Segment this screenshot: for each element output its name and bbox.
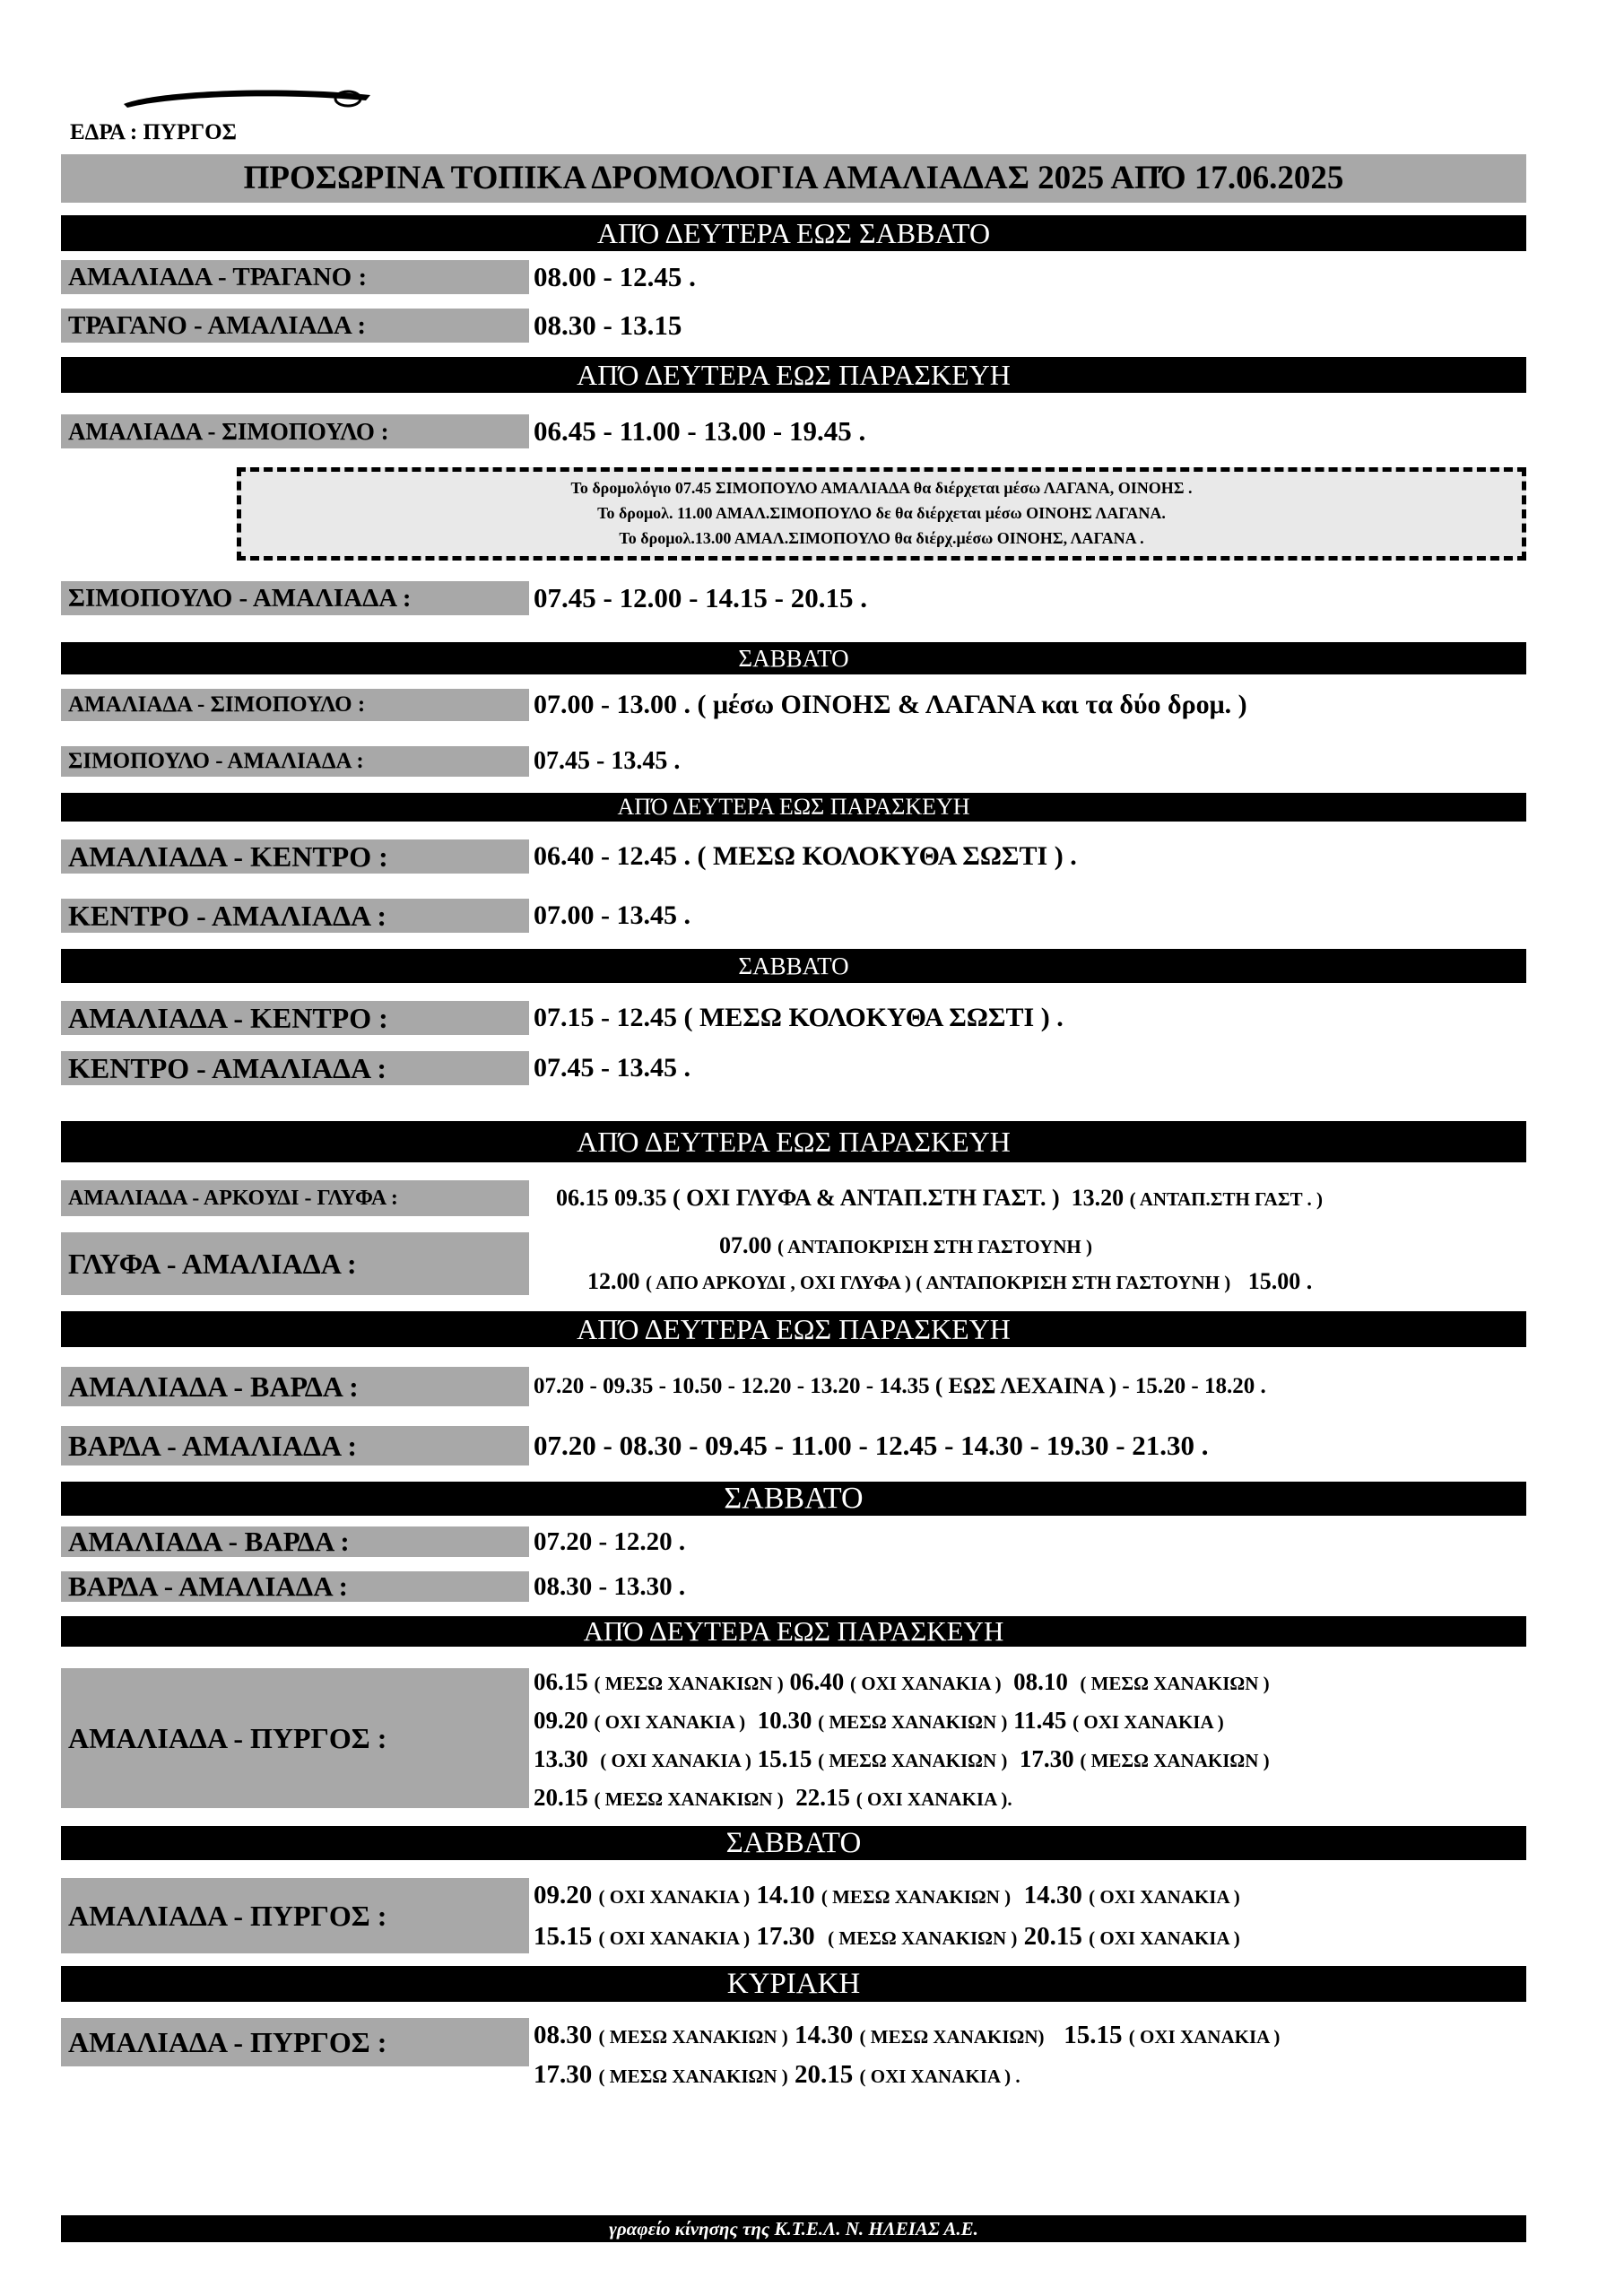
route-times: 08.30 - 13.15 — [534, 309, 682, 341]
times-text: 08.10 — [1013, 1668, 1068, 1695]
times-text: 15.15 — [1064, 2021, 1123, 2049]
times-line — [534, 1876, 1240, 1916]
section-header: ΑΠΌ ΔΕΥΤΕΡΑ ΕΩΣ ΠΑΡΑΣΚΕΥΗ — [61, 1616, 1526, 1647]
times-line — [534, 1918, 1240, 1957]
route-label: ΑΜΑΛΙΑΔΑ - ΒΑΡΔΑ : — [61, 1526, 529, 1557]
route-label: ΑΜΑΛΙΑΔΑ - ΒΑΡΔΑ : — [61, 1367, 529, 1406]
times-note: ( ΟΧΙ ΧΑΝΑΚΙΑ ) — [1089, 1886, 1240, 1908]
route-times: 07.00 - 13.00 . ( μέσω ΟΙΝΟΗΣ & ΛΑΓΑΝΑ και τα δύο δρομ. ) — [534, 690, 1247, 719]
section-header: ΑΠΌ ΔΕΥΤΕΡΑ ΕΩΣ ΠΑΡΑΣΚΕΥΗ — [61, 793, 1526, 822]
times-text: 14.10 — [756, 1881, 815, 1909]
times-line — [534, 2056, 1020, 2095]
section-header: ΣΑΒΒΑΤΟ — [61, 1826, 1526, 1860]
times-note: ( ΜΕΣΩ ΧΑΝΑΚΙΩΝ) — [859, 2026, 1045, 2048]
route-label: ΑΜΑΛΙΑΔΑ - ΣΙΜΟΠΟΥΛΟ : — [61, 689, 529, 721]
section-header: ΣΑΒΒΑΤΟ — [61, 642, 1526, 674]
times-text: 13.20 — [1071, 1185, 1125, 1211]
times-note: ( ΜΕΣΩ ΧΑΝΑΚΙΩΝ ) — [598, 2026, 788, 2048]
times-note: ( ΟΧΙ ΧΑΝΑΚΙΑ ) — [598, 1886, 751, 1908]
times-note: ( ΜΕΣΩ ΧΑΝΑΚΙΩΝ ) — [1080, 1673, 1270, 1694]
route-times: 08.00 - 12.45 . — [534, 261, 696, 292]
times-text: 10.30 — [757, 1707, 812, 1734]
times-note: ( ΟΧΙ ΧΑΝΑΚΙΑ ) — [594, 1711, 746, 1733]
times-line — [534, 2016, 1280, 2056]
times-note: ( ΟΧΙ ΧΑΝΑΚΙΑ ) — [598, 1927, 751, 1949]
times-text: 15.15 — [757, 1745, 812, 1772]
times-text: 15.15 — [534, 1922, 593, 1951]
times-text: 08.30 — [534, 2021, 593, 2049]
times-note: ( ΟΧΙ ΧΑΝΑΚΙΑ ). — [855, 1788, 1012, 1810]
times-text: 13.30 — [534, 1745, 588, 1772]
route-notes-box — [237, 467, 1526, 561]
times-note: ( ΜΕΣΩ ΧΑΝΑΚΙΩΝ ) — [594, 1673, 784, 1694]
route-label: ΤΡΑΓΑΝΟ - ΑΜΑΛΙΑΔΑ : — [61, 309, 529, 343]
times-note: ( ΜΕΣΩ ΧΑΝΑΚΙΩΝ ) — [818, 1711, 1008, 1733]
times-text: 20.15 — [1023, 1922, 1082, 1951]
times-note: ( ΜΕΣΩ ΧΑΝΑΚΙΩΝ ) — [828, 1927, 1018, 1949]
route-label: ΑΜΑΛΙΑΔΑ - ΠΥΡΓΟΣ : — [61, 2018, 529, 2066]
times-text: 11.45 — [1013, 1707, 1067, 1734]
route-times: 07.15 - 12.45 ( ΜΕΣΩ ΚΟΛΟΚΥΘΑ ΣΩΣΤΙ ) . — [534, 1003, 1064, 1032]
times-text: 06.15 — [534, 1668, 588, 1695]
route-label: ΣΙΜΟΠΟΥΛΟ - ΑΜΑΛΙΑΔΑ : — [61, 581, 529, 615]
route-times: 07.00 - 13.45 . — [534, 900, 690, 930]
route-times: 07.45 - 13.45 . — [534, 1053, 690, 1083]
route-times: 07.20 - 09.35 - 10.50 - 12.20 - 13.20 - 14.35 ( ΕΩΣ ΛΕΧΑΙΝΑ ) - 15.20 - 18.20 . — [534, 1374, 1266, 1398]
company-logo — [106, 83, 375, 113]
logo-graphic — [106, 83, 375, 113]
times-note: ( ΟΧΙ ΧΑΝΑΚΙΑ ) — [1089, 1927, 1240, 1949]
times-line — [534, 1741, 1270, 1779]
times-text: 06.15 09.35 ( ΟΧΙ ΓΛΥΦΑ & ΑΝΤΑΠ.ΣΤΗ ΓΑΣΤ. ) — [556, 1185, 1060, 1211]
route-label: ΣΙΜΟΠΟΥΛΟ - ΑΜΑΛΙΑΔΑ : — [61, 746, 529, 777]
section-header: ΑΠΌ ΔΕΥΤΕΡΑ ΕΩΣ ΠΑΡΑΣΚΕΥΗ — [61, 1121, 1526, 1162]
times-text: 15.00 . — [1247, 1268, 1313, 1294]
times-line — [534, 1779, 1012, 1817]
section-header: ΑΠΌ ΔΕΥΤΕΡΑ ΕΩΣ ΣΑΒΒΑΤΟ — [61, 215, 1526, 251]
route-label: ΑΜΑΛΙΑΔΑ - ΤΡΑΓΑΝΟ : — [61, 260, 529, 294]
section-header: ΚΥΡΙΑΚΗ — [61, 1966, 1526, 2002]
times-note: ( ΜΕΣΩ ΧΑΝΑΚΙΩΝ ) — [818, 1750, 1008, 1771]
times-text: 06.40 — [789, 1668, 845, 1695]
route-label: ΓΛΥΦΑ - ΑΜΑΛΙΑΔΑ : — [61, 1232, 529, 1295]
times-note: ( ΟΧΙ ΧΑΝΑΚΙΑ ) — [1073, 1711, 1224, 1733]
route-label: ΚΕΝΤΡΟ - ΑΜΑΛΙΑΔΑ : — [61, 899, 529, 933]
route-label: ΚΕΝΤΡΟ - ΑΜΑΛΙΑΔΑ : — [61, 1051, 529, 1085]
note-line: Το δρομολ.13.00 ΑΜΑΛ.ΣΙΜΟΠΟΥΛΟ θα διέρχ.μέσω ΟΙΝΟΗΣ, ΛΑΓΑΝΑ . — [619, 529, 1144, 547]
times-note: ( ΟΧΙ ΧΑΝΑΚΙΑ ) . — [859, 2066, 1020, 2087]
times-text: 09.20 — [534, 1881, 593, 1909]
route-times: 07.45 - 13.45 . — [534, 747, 681, 775]
times-text: 07.00 — [718, 1232, 772, 1258]
route-label: ΑΜΑΛΙΑΔΑ - ΑΡΚΟΥΔΙ - ΓΛΥΦΑ : — [61, 1180, 529, 1216]
note-line: Το δρομολ. 11.00 ΑΜΑΛ.ΣΙΜΟΠΟΥΛΟ δε θα διέρχεται μέσω ΟΙΝΟΗΣ ΛΑΓΑΝΑ. — [597, 504, 1166, 522]
section-header: ΣΑΒΒΑΤΟ — [61, 1482, 1526, 1516]
times-text: 22.15 — [795, 1784, 851, 1811]
section-header: ΣΑΒΒΑΤΟ — [61, 949, 1526, 983]
route-times: 06.45 - 11.00 - 13.00 - 19.45 . — [534, 415, 866, 447]
times-text: 17.30 — [756, 1922, 815, 1951]
route-times-line — [538, 1231, 1273, 1262]
route-label: ΑΜΑΛΙΑΔΑ - ΚΕΝΤΡΟ : — [61, 1001, 529, 1035]
route-label: ΑΜΑΛΙΑΔΑ - ΠΥΡΓΟΣ : — [61, 1668, 529, 1808]
times-note: ( ΟΧΙ ΧΑΝΑΚΙΑ ) — [1128, 2026, 1281, 2048]
section-header: ΑΠΌ ΔΕΥΤΕΡΑ ΕΩΣ ΠΑΡΑΣΚΕΥΗ — [61, 357, 1526, 393]
times-text: 17.30 — [1019, 1745, 1074, 1772]
route-times — [556, 1180, 1323, 1217]
route-times: 06.40 - 12.45 . ( ΜΕΣΩ ΚΟΛΟΚΥΘΑ ΣΩΣΤΙ ) . — [534, 841, 1077, 871]
route-times: 07.20 - 12.20 . — [534, 1527, 686, 1556]
times-note: ( ΜΕΣΩ ΧΑΝΑΚΙΩΝ ) — [1080, 1750, 1270, 1771]
times-text: 17.30 — [534, 2060, 593, 2089]
note-line: Το δρομολόγιο 07.45 ΣΙΜΟΠΟΥΛΟ ΑΜΑΛΙΑΔΑ θα διέρχεται μέσω ΛΑΓΑΝΑ, ΟΙΝΟΗΣ . — [570, 479, 1193, 497]
times-note: ( ΜΕΣΩ ΧΑΝΑΚΙΩΝ ) — [598, 2066, 788, 2087]
page-title: ΠΡΟΣΩΡΙΝΑ ΤΟΠΙΚΑ ΔΡΟΜΟΛΟΓΙΑ ΑΜΑΛΙΑΔΑΣ 2025 ΑΠΌ 17.06.2025 — [61, 154, 1526, 203]
times-note: ( ΜΕΣΩ ΧΑΝΑΚΙΩΝ ) — [821, 1886, 1012, 1908]
times-text: 20.15 — [795, 2060, 854, 2089]
times-text: 14.30 — [795, 2021, 854, 2049]
times-note: ( ΜΕΣΩ ΧΑΝΑΚΙΩΝ ) — [594, 1788, 784, 1810]
times-note: ( ΑΠΟ ΑΡΚΟΥΔΙ , ΟΧΙ ΓΛΥΦΑ ) ( ΑΝΤΑΠΟΚΡΙΣΗ ΣΤΗ ΓΑΣΤΟΥΝΗ ) — [646, 1272, 1231, 1293]
times-note: ( ΟΧΙ ΧΑΝΑΚΙΑ ) — [850, 1673, 1002, 1694]
footer-bar: γραφείο κίνησης της Κ.Τ.Ε.Λ. Ν. ΗΛΕΙΑΣ Α.Ε. — [61, 2215, 1526, 2242]
times-text: 14.30 — [1023, 1881, 1082, 1909]
route-times: 07.20 - 08.30 - 09.45 - 11.00 - 12.45 - 14.30 - 19.30 - 21.30 . — [534, 1430, 1209, 1461]
seat-label: ΕΔΡΑ : ΠΥΡΓΟΣ — [70, 120, 237, 144]
section-header: ΑΠΌ ΔΕΥΤΕΡΑ ΕΩΣ ΠΑΡΑΣΚΕΥΗ — [61, 1311, 1526, 1347]
route-times: 08.30 - 13.30 . — [534, 1572, 686, 1601]
times-line — [534, 1664, 1270, 1701]
times-note: ( ΑΝΤΑΠ.ΣΤΗ ΓΑΣΤ . ) — [1129, 1188, 1323, 1210]
times-text: 20.15 — [534, 1784, 588, 1811]
route-label: ΒΑΡΔΑ - ΑΜΑΛΙΑΔΑ : — [61, 1571, 529, 1602]
route-times-line — [587, 1266, 1312, 1298]
times-note: ( ΑΝΤΑΠΟΚΡΙΣΗ ΣΤΗ ΓΑΣΤΟΥΝΗ ) — [777, 1236, 1092, 1257]
times-line — [534, 1702, 1224, 1740]
route-times: 07.45 - 12.00 - 14.15 - 20.15 . — [534, 582, 867, 613]
route-label: ΑΜΑΛΙΑΔΑ - ΠΥΡΓΟΣ : — [61, 1878, 529, 1953]
times-note: ( ΟΧΙ ΧΑΝΑΚΙΑ ) — [600, 1750, 751, 1771]
route-label: ΑΜΑΛΙΑΔΑ - ΚΕΝΤΡΟ : — [61, 839, 529, 874]
times-text: 12.00 — [587, 1268, 640, 1294]
route-label: ΑΜΑΛΙΑΔΑ - ΣΙΜΟΠΟΥΛΟ : — [61, 414, 529, 448]
times-text: 09.20 — [534, 1707, 588, 1734]
route-label: ΒΑΡΔΑ - ΑΜΑΛΙΑΔΑ : — [61, 1426, 529, 1465]
